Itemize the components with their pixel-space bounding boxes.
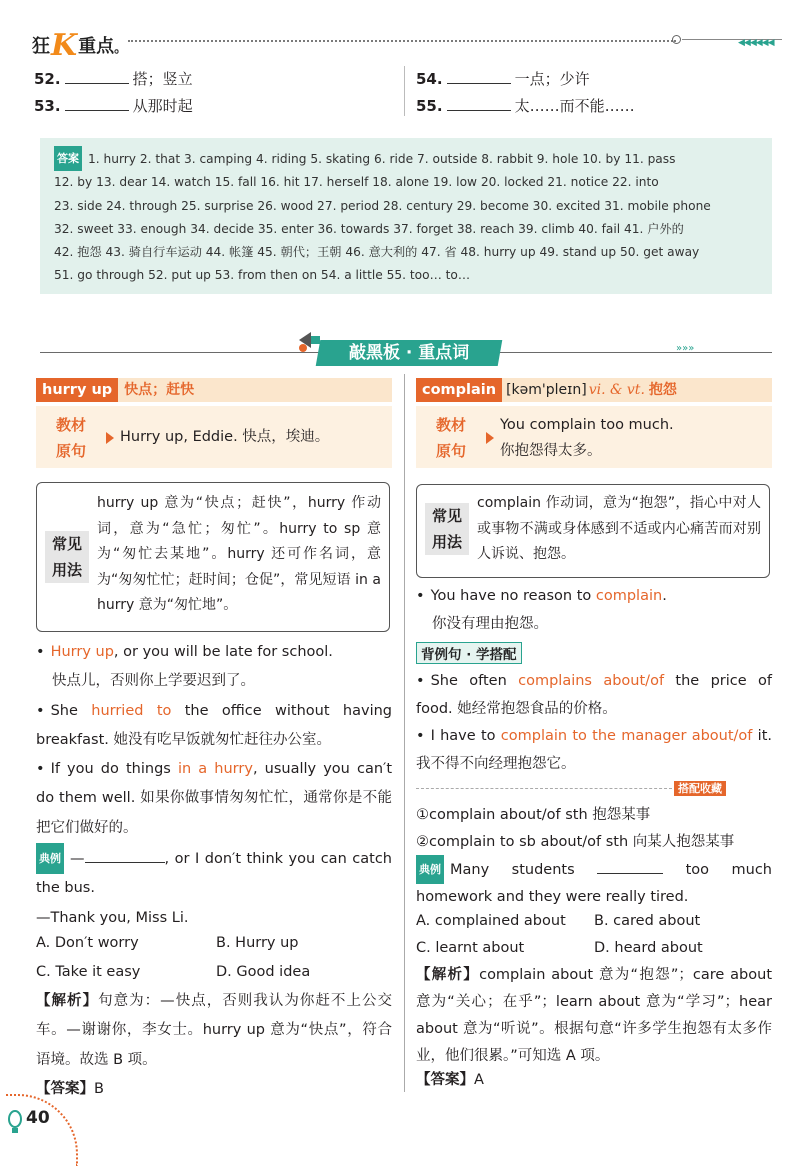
source-label: 教材 原句 [436, 416, 467, 460]
word-meaning: 快点；赶快 [124, 382, 195, 398]
analysis: 【解析】complain about 意为“抱怨”；care about 意为“关心；在乎”；learn about 意为“学习”；hear about 意为“听说”。根据句意“许多学生抱怨有太多作业，他们很累。”可知选 A 项。 [416, 967, 773, 1064]
fill-item-54: 54. 一点；少许 [416, 70, 590, 88]
bulb-icon [8, 1110, 22, 1141]
analysis: 【解析】句意为：—快点，否则我认为你赶不上公交车。—谢谢你，李女士。hurry up 意为“快点”，符合语境。故选 B 项。 [36, 993, 393, 1068]
option-a: A. Don′t worry [36, 935, 139, 951]
option-b: B. Hurry up [216, 935, 299, 951]
word-title: hurry up [36, 378, 118, 402]
example-1-translation: 快点儿，否则你上学要迟到了。 [52, 673, 255, 690]
answer: 【答案】B [36, 1081, 104, 1097]
pointer-icon [486, 432, 494, 444]
usage-box [36, 482, 390, 632]
answer-line: 42. 抱怨 43. 骑自行车运动 44. 帐篷 45. 朝代；王朝 46. 意大利的 47. 省 48. hurry up 49. stand up 50. get away [54, 245, 700, 260]
answer-line: 12. by 13. dear 14. watch 15. fall 16. hit 17. herself 18. alone 19. low 20. locked 21. notice 22. into [54, 175, 659, 190]
fill-item-53: 53. 从那时起 [34, 97, 193, 115]
source-sentence-box [36, 406, 392, 468]
header-dotted-rule [128, 40, 676, 42]
option-d: D. Good idea [216, 964, 311, 980]
example-1: • You have no reason to complain. [416, 588, 667, 604]
collocation-2: ②complain to sb about/of sth 向某人抱怨某事 [416, 834, 735, 850]
brand-logo: 狂K重点。 [32, 28, 128, 63]
source-text: Hurry up, Eddie. 快点，埃迪。 [120, 429, 330, 445]
example-3: • If you do things in a hurry, usually you can′t do them well. 如果你做事情匆匆忙忙，通常你是不能把它们做好的。 [36, 761, 393, 836]
source-label: 教材 原句 [56, 416, 87, 460]
answer-line: 23. side 24. through 25. surprise 26. wood 27. period 28. century 29. become 30. excited 31. mobile phone [54, 198, 711, 213]
example-1: • Hurry up, or you will be late for school. [36, 644, 333, 660]
option-d: D. heard about [594, 940, 703, 956]
phonetic: [kəm'pleɪn] [506, 382, 587, 398]
option-a: A. complained about [416, 913, 566, 929]
word-meaning: 抱怨 [648, 382, 677, 398]
pointer-icon [106, 432, 114, 444]
section-arrows-icon: »»» [676, 343, 695, 354]
option-b: B. cared about [594, 913, 701, 929]
section-title: 敲黑板 · 重点词 [316, 340, 503, 366]
typical-tag: 典例 [36, 843, 64, 874]
answer-line: 32. sweet 33. enough 34. decide 35. enter 36. towards 37. forget 38. reach 39. climb 40. fail 41. 户外的 [54, 221, 684, 236]
fill-item-52: 52. 搭；竖立 [34, 70, 193, 88]
collocation-examples [416, 668, 772, 778]
option-c: C. learnt about [416, 940, 525, 956]
answer-label: 答案 [54, 146, 82, 171]
question-reply: —Thank you, Miss Li. [36, 909, 189, 926]
example-2: • She hurried to the office without having breakfast. 她没有吃早饭就匆忙赶往办公室。 [36, 702, 392, 748]
usage-box [416, 484, 770, 578]
usage-text: hurry up 意为“快点；赶快”，hurry 作动词，意为“急忙；匆忙”。hurry to sp 意为“匆忙去某地”。hurry 还可作名词，意为“匆匆忙忙；赶时间；仓促”，常见短语 in a hurry 意为“匆忙地”。 [97, 495, 381, 613]
header-circle-icon [672, 35, 681, 44]
word-header-hurry-up [36, 378, 392, 402]
option-c: C. Take it easy [36, 964, 141, 980]
typical-tag: 典例 [416, 855, 444, 884]
usage-label: 常见 用法 [425, 503, 469, 555]
fill-divider [404, 66, 405, 116]
back-example-tag: 背例句 · 学搭配 [416, 642, 522, 664]
example-3: • I have to complain to the manager about/of it. 我不得不向经理抱怨它。 [416, 728, 772, 772]
collocation-list [416, 802, 776, 856]
example-sentences [416, 582, 772, 638]
example-1-translation: 你没有理由抱怨。 [432, 616, 548, 632]
column-divider [404, 374, 405, 1092]
collect-tag: 搭配收藏 [674, 780, 726, 796]
part-of-speech: vi. & vt. [588, 382, 645, 398]
typical-question: 典例 Many students too much homework and they were really tired. [416, 855, 772, 911]
fill-item-55: 55. 太……而不能…… [416, 97, 635, 115]
usage-label: 常见 用法 [45, 531, 89, 583]
header-arrows-icon: ◀◀◀◀◀◀ [738, 38, 774, 48]
collocation-1: ①complain about/of sth 抱怨某事 [416, 807, 651, 823]
answer-line: 51. go through 52. put up 53. from then on 54. a little 55. too… to… [54, 268, 471, 283]
source-sentence-box [416, 406, 772, 468]
answer-line: 1. hurry 2. that 3. camping 4. riding 5. skating 6. ride 7. outside 8. rabbit 9. hole 10. by 11. pass [88, 152, 676, 166]
answer: 【答案】A [416, 1072, 484, 1088]
usage-text: complain 作动词，意为“抱怨”，指心中对人或事物不满或身体感到不适或内心痛苦而对别人诉说、抱怨。 [477, 495, 761, 562]
answer-list [54, 146, 766, 288]
example-2: • She often complains about/of the price of food. 她经常抱怨食品的价格。 [416, 673, 772, 717]
typical-question: 典例 — , or I don′t think you can catch the bus. —Thank you, Miss Li. [36, 843, 392, 933]
collect-rule [416, 788, 672, 789]
megaphone-icon [296, 326, 326, 361]
example-sentences [36, 638, 392, 843]
page-number: 40 [26, 1108, 50, 1128]
word-title: complain [416, 378, 502, 402]
source-text: You complain too much. 你抱怨得太多。 [500, 417, 674, 459]
word-header-complain [416, 378, 772, 402]
